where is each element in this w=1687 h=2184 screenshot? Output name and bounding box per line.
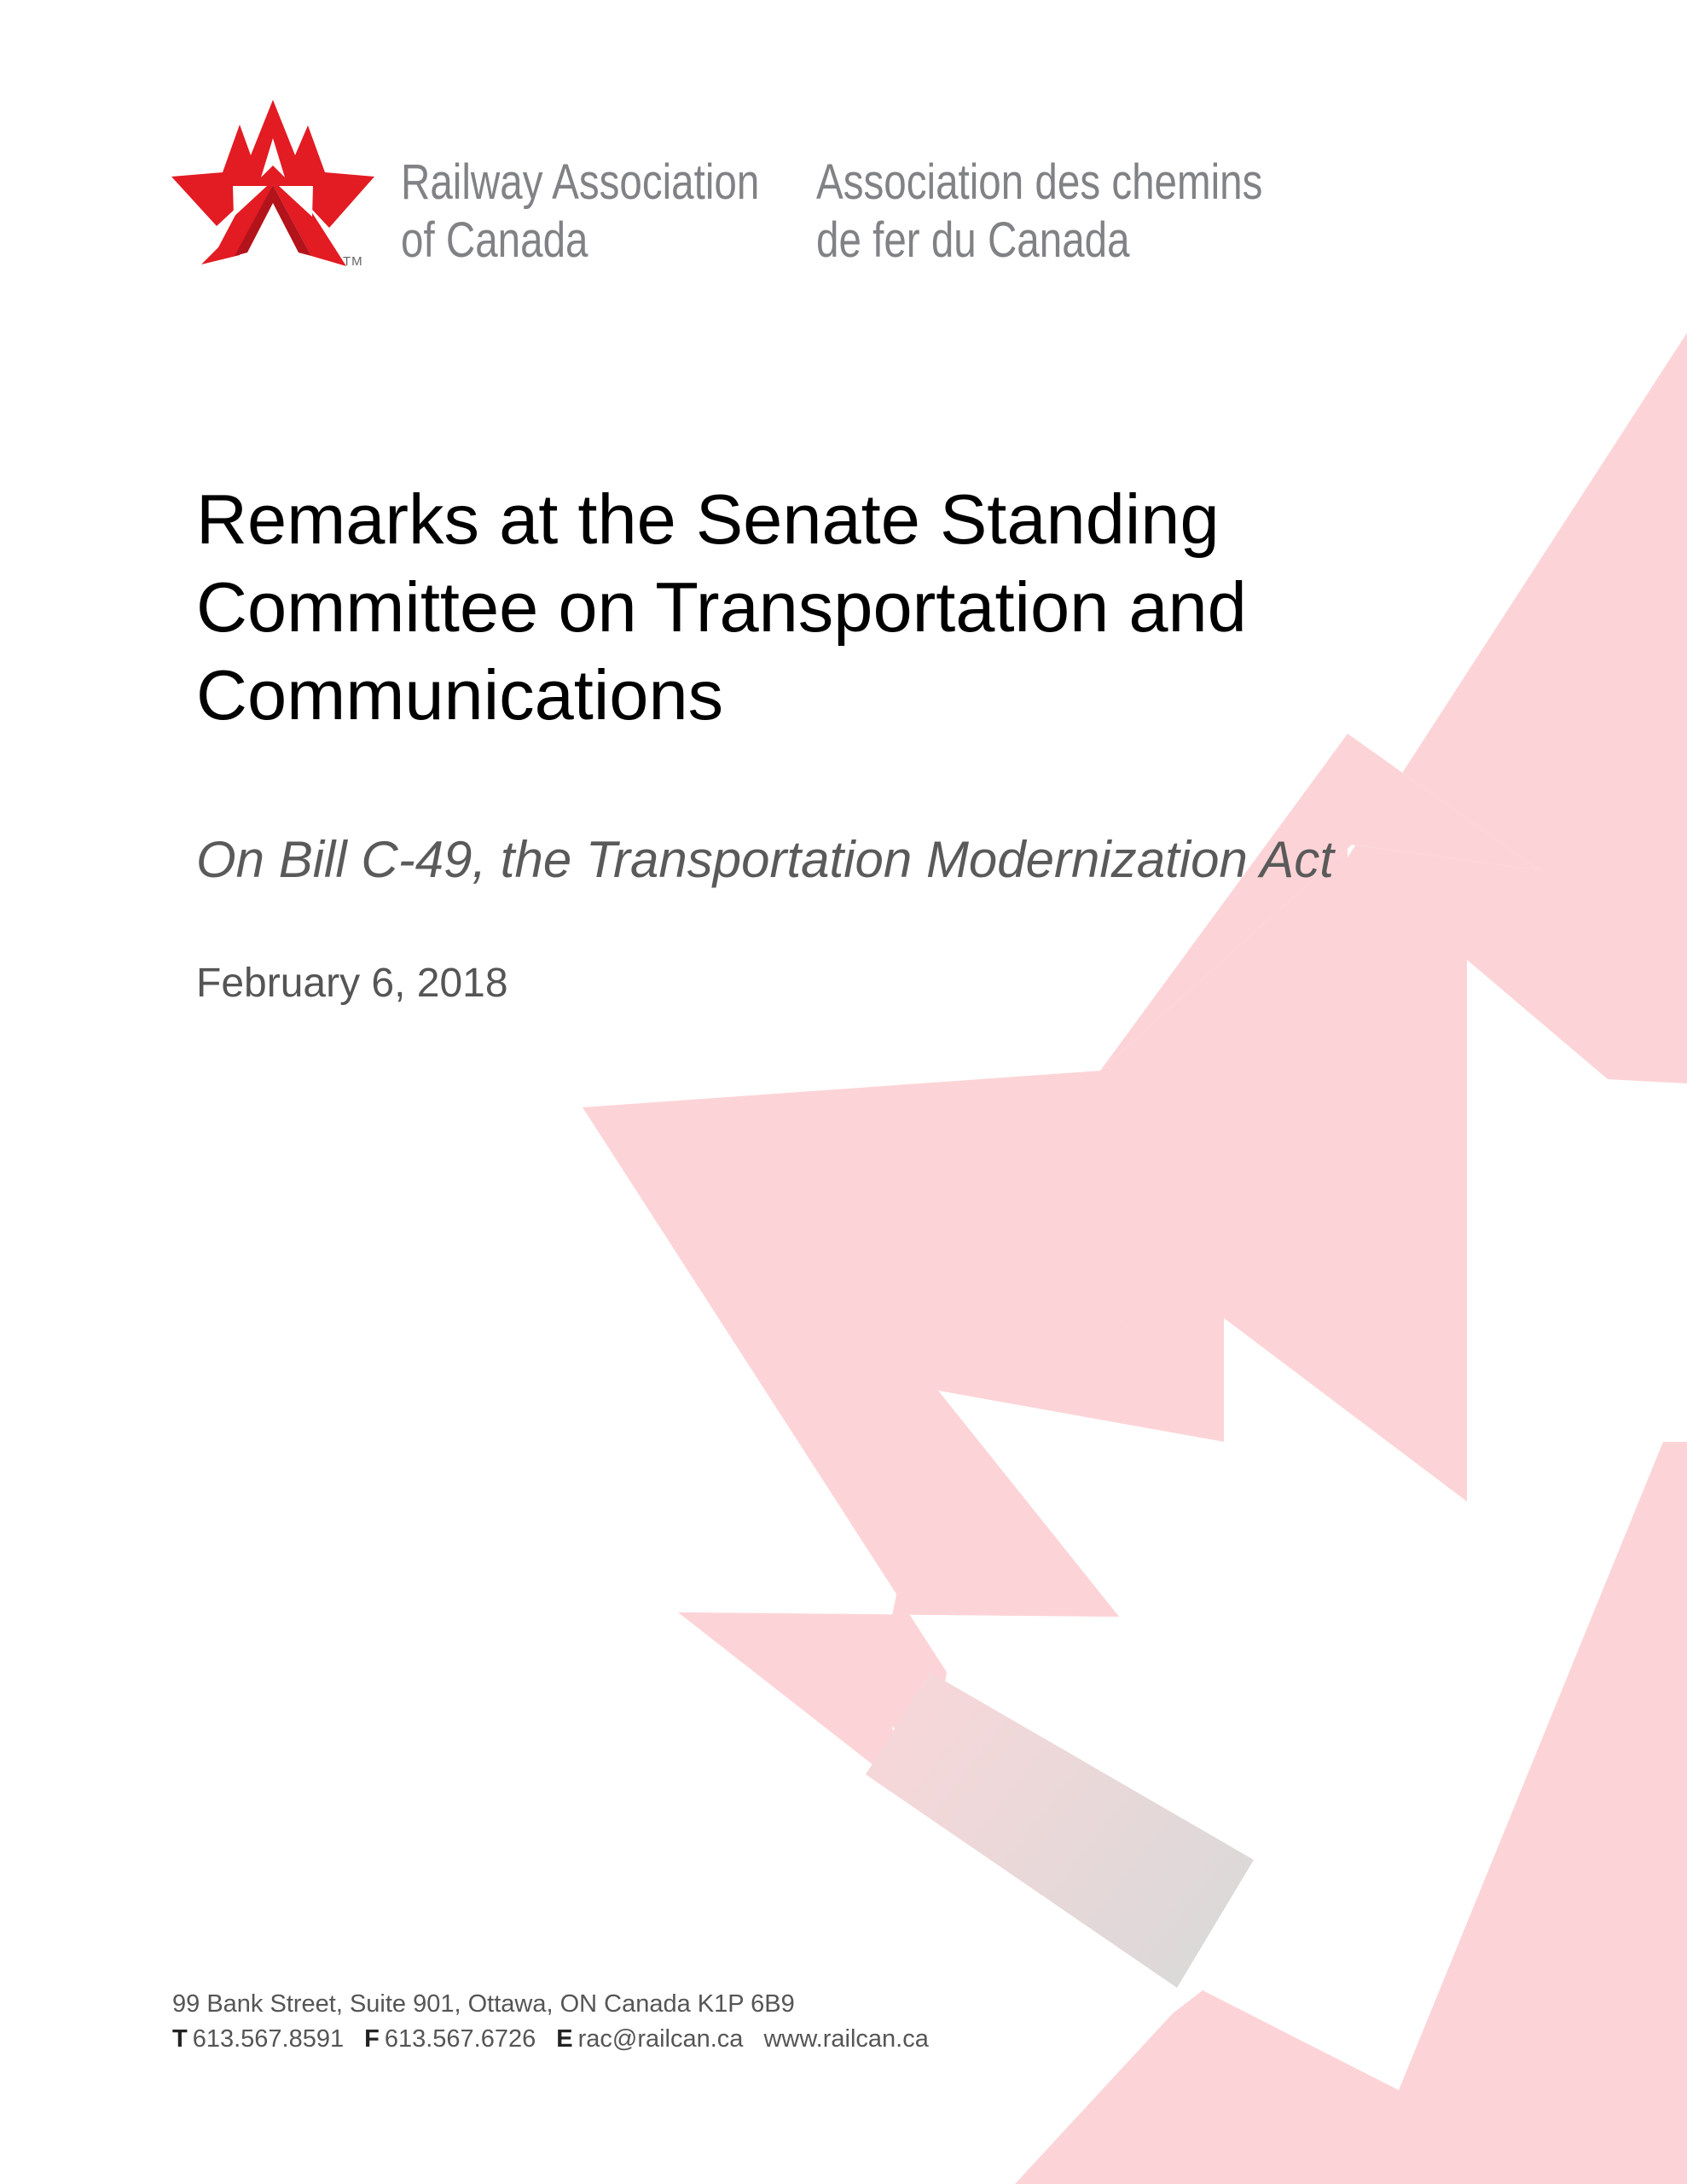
document-subtitle: On Bill C-49, the Transportation Modernization Act — [196, 831, 1334, 888]
fax-label: F — [364, 2025, 380, 2053]
footer-address: 99 Bank Street, Suite 901, Ottawa, ON Canada K1P 6B9 — [172, 1990, 795, 2018]
trademark-mark: TM — [343, 254, 363, 269]
telephone-label: T — [172, 2025, 188, 2053]
document-title-line-3: Communications — [196, 655, 724, 735]
fax-number: 613.567.6726 — [384, 2025, 536, 2053]
telephone-number: 613.567.8591 — [192, 2025, 345, 2053]
organization-name-french-line-2: de fer du Canada — [816, 212, 1130, 268]
document-date: February 6, 2018 — [196, 961, 508, 1006]
email-label: E — [556, 2025, 573, 2053]
organization-name-english-line-1: Railway Association — [401, 154, 760, 210]
document-title-line-1: Remarks at the Senate Standing — [196, 479, 1220, 559]
document-title-line-2: Committee on Transportation and — [196, 567, 1247, 647]
email-address: rac@railcan.ca — [577, 2025, 744, 2053]
organization-logo — [167, 96, 1378, 283]
footer-contact-row — [172, 2022, 929, 2057]
website-address: www.railcan.ca — [763, 2025, 929, 2053]
document-title — [196, 475, 1433, 739]
background-leaf-stem — [866, 1672, 1254, 1988]
maple-leaf-logo-icon — [167, 96, 380, 275]
organization-name-french-line-1: Association des chemins — [816, 154, 1263, 210]
contact-footer — [172, 1987, 929, 2057]
organization-name-english-line-2: of Canada — [401, 212, 588, 268]
organization-name-french — [816, 154, 1262, 270]
organization-name-english — [401, 154, 759, 270]
